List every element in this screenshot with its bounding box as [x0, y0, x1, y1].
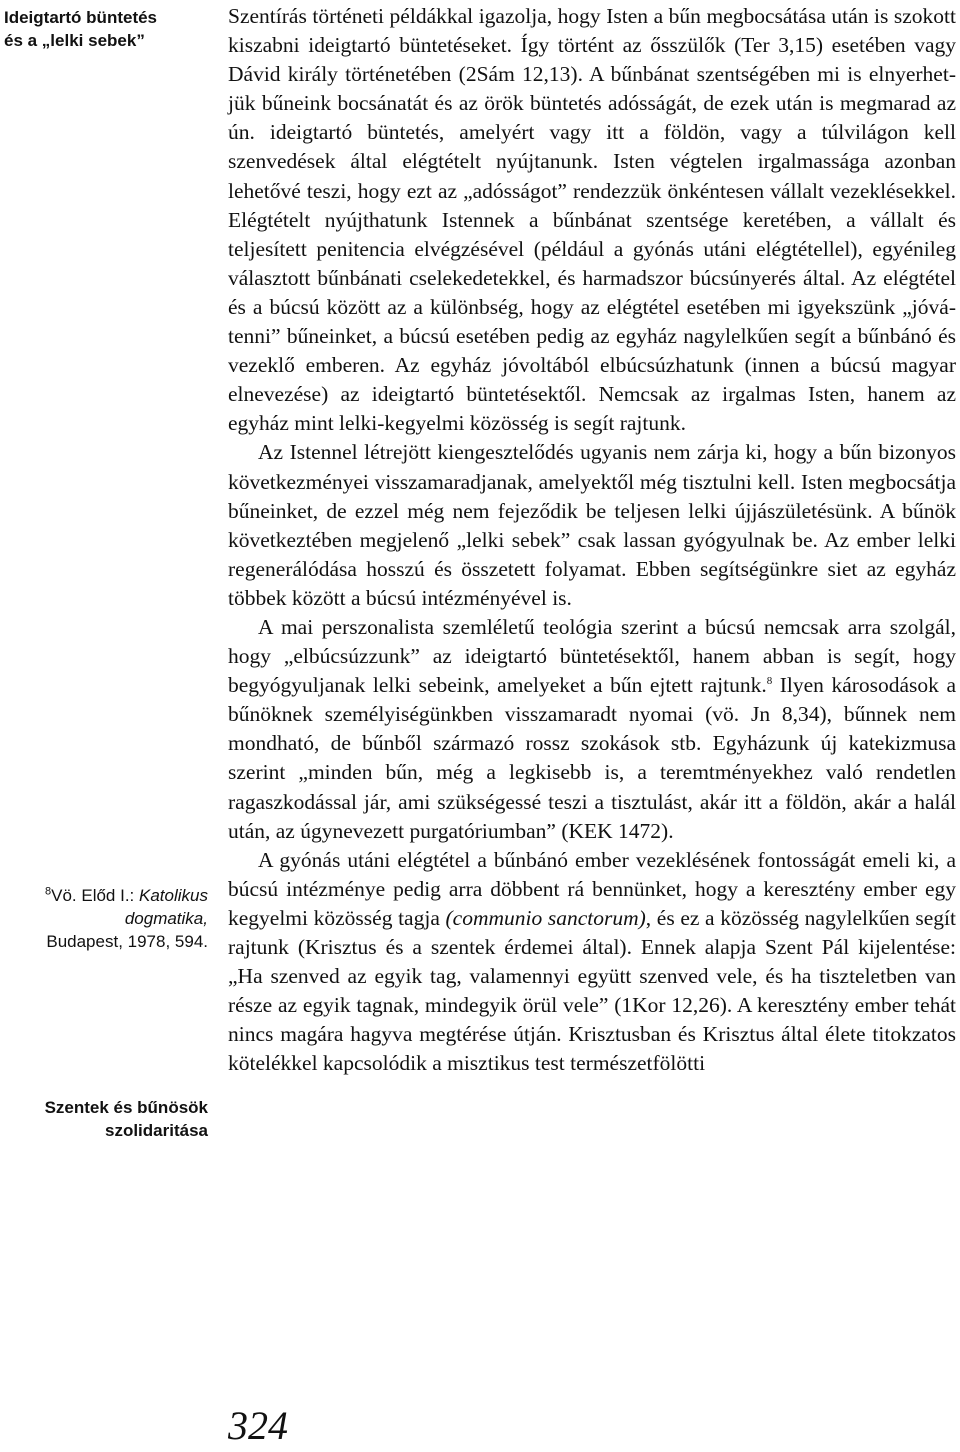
margin-footnote — [4, 884, 208, 953]
footnote-line — [4, 907, 208, 930]
paragraph — [228, 846, 956, 1079]
body-text — [228, 2, 956, 1078]
paragraph: Az Istennel létrejött kiengesztelődés ugyanis nem zárja ki, hogy a bűn bizonyos következményei visszamaradjanak, amelyektől még tisztulni kell. Isten megbocsátja bűneinket, de ezzel még nem fejeződik be teljesen lelki újjászületésünk. A bűnök következtében megjelenő „lelki sebek” csak lassan gyógyulnak be. Az ember lelki regenerálódása hosszú és összetett folyamat. Ebben segítségünkre siet az egyház többek között a búcsú intézményével is. — [228, 440, 956, 610]
footnote-title: Katolikus — [139, 886, 208, 905]
margin-heading-line: és a „lelki sebek” — [4, 31, 145, 50]
footnote-line: Budapest, 1978, 594. — [46, 932, 208, 951]
footnote-text: Vö. Előd I.: — [51, 886, 140, 905]
margin-heading-line: Szentek és bűnösök — [44, 1098, 208, 1117]
footnote-title: dogmatika, — [124, 909, 208, 928]
paragraph-text: A mai perszonalista szemléletű teológia szerint a búcsú nemcsak arra szolgál, hogy „elbúcsúzzunk” az ideigtartó büntetésektől, hanem abban is segít, hogy begyógyuljanak lelki sebeink, amelyeket a bűn ejtett rajtunk. — [228, 614, 956, 698]
margin-heading-temporal-punishment — [4, 6, 204, 52]
paragraph — [228, 613, 956, 846]
paragraph-text: , és ez a közösség nagylelkűen segít rajtunk (Krisztus és a szentek érdemei által). Ennek alapja Szent Pál kijelentése: „Ha szenved az egyik tag, valamennyi együtt szenved vele, és ha tiszteletben van része az egyik tagnak, mindegyik örül vele” (1Kor 12,26). A keresztény ember tehát nincs magára hagyva megtérése útján. Krisztusban és Krisztus által élete titokzatos kötelékkel kapcsolódik a misztikus test természetfölötti — [228, 905, 956, 1076]
paragraph-text: Ilyen károsodások a bűnöknek személyiségünkben visszamaradt nyomai (vö. Jn 8,34), bűnnek nem mondható, de bűnből származó rossz szokások stb. Egyházunk új katekizmusa szerint „minden bűn, még a legkisebb is, a teremtményekhez való rendetlen ragaszkodással jár, ami szükségessé teszi a tisztulást, akár itt a földön, akár a halál után, az úgynevezett purgatóriumban” (KEK 1472). — [228, 673, 956, 843]
paragraph: Szentírás történeti példákkal igazolja, hogy Isten a bűn megbocsátása után is szokott kiszabni ideigtartó büntetéseket. Így történt az ősszülők (Ter 3,15) esetében vagy Dávid király történetében (2Sám 12,13). A bűnbánat szentségében mi is elnyerhetjük bűneink bocsánatát és az örök büntetés adósságát, de ezek után is megmarad az ún. ideigtartó büntetés, amelyért vagy itt a földön, vagy a túlvilágon kell szenvedések által elégtételt nyújtanunk. Isten végtelen irgalmassága azonban lehetővé teszi, hogy ezt az „adósságot” rendezzük önkéntesen vállalt vezeklésekkel. Elégtételt nyújthatunk Istennek a bűnbánat szentsége keretében, a vállalt és teljesített penitencia elvégzésével (például a gyónás utáni elégtétellel), egyénileg választott bűnbánati cselekedetekkel, és harmadszor búcsúnyerés által. Az elégtétel és a búcsú között az a különbség, hogy az elégtétel esetében mi igyekszünk „jóvátenni” bűneinket, a búcsú esetében pedig az egyház nagylelkűen segít a bűnbánó és vezeklő emberen. Az egyház jóvoltából elbúcsúzhatunk (innen a búcsú magyar elnevezése) az ideigtartó büntetésektől. Nemcsak az irgalmas Isten, hanem az egyház mint lelki-kegyelmi közösség is segít rajtunk. — [228, 4, 956, 436]
paragraph-text: A gyónás utáni elégtétel a bűnbánó ember vezeklésének fontosságát emeli ki, a búcsú intézménye pedig arra döbbent rá bennünket, hogy a keresztény ember egy kegyelmi közösség tagja — [228, 847, 956, 930]
margin-heading-line: Ideigtartó büntetés — [4, 8, 158, 27]
footnote-line — [4, 884, 208, 907]
footnote-marker: 8 — [45, 885, 52, 898]
latin-term: (communio sanctorum) — [445, 905, 646, 930]
page-number: 324 — [228, 1403, 288, 1448]
margin-heading-solidarity — [4, 1096, 208, 1142]
footnote-reference: 8 — [766, 675, 773, 687]
margin-heading-line: szolidaritása — [105, 1121, 208, 1140]
